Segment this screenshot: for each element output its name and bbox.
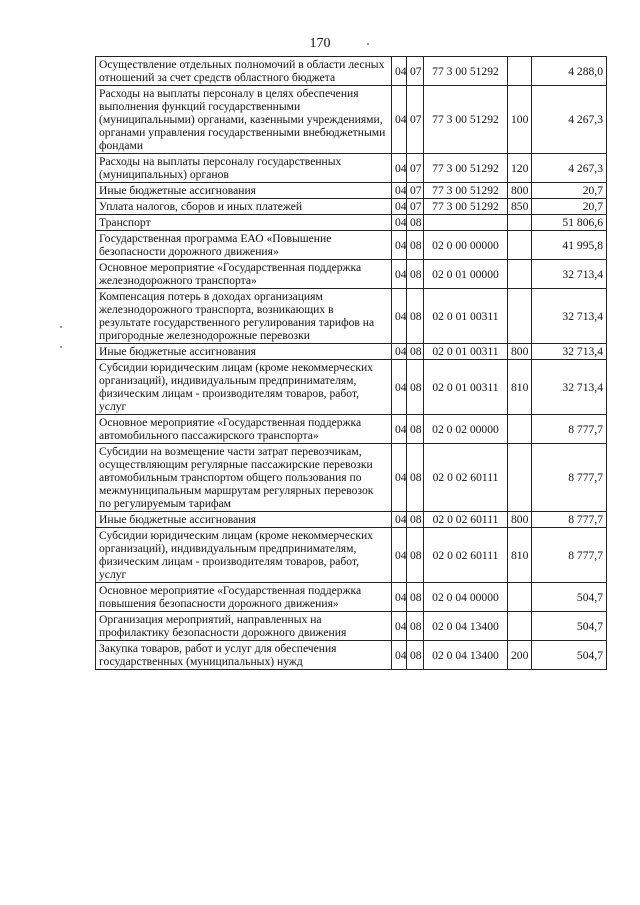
- row-target-article: 77 3 00 51292: [424, 57, 508, 86]
- table-row: [96, 415, 607, 444]
- row-subsection: 08: [407, 415, 424, 444]
- row-section: 04: [392, 183, 407, 199]
- row-section: 04: [392, 154, 407, 183]
- row-section: 04: [392, 612, 407, 641]
- table-row: [96, 512, 607, 528]
- row-expense-type: 810: [508, 528, 532, 583]
- row-target-article: 02 0 04 13400: [424, 612, 508, 641]
- table-row: [96, 260, 607, 289]
- budget-table: [95, 56, 607, 670]
- row-section: 04: [392, 641, 407, 670]
- row-target-article: 02 0 00 00000: [424, 231, 508, 260]
- table-row: [96, 528, 607, 583]
- row-amount: 4 288,0: [532, 57, 607, 86]
- row-name: Субсидии юридическим лицам (кроме некоммерческих организаций), индивидуальным предпринимателям, физическим лицам - производителям товаров, работ, услуг: [96, 528, 392, 583]
- row-name: Основное мероприятие «Государственная поддержка повышения безопасности дорожного движения»: [96, 583, 392, 612]
- row-expense-type: [508, 583, 532, 612]
- budget-table-body: [96, 57, 607, 670]
- row-section: 04: [392, 57, 407, 86]
- row-expense-type: [508, 415, 532, 444]
- row-name: Государственная программа ЕАО «Повышение безопасности дорожного движения»: [96, 231, 392, 260]
- row-section: 04: [392, 360, 407, 415]
- table-row: [96, 641, 607, 670]
- table-row: [96, 612, 607, 641]
- row-subsection: 08: [407, 260, 424, 289]
- row-subsection: 08: [407, 583, 424, 612]
- row-target-article: 02 0 01 00311: [424, 289, 508, 344]
- row-target-article: 02 0 02 60111: [424, 528, 508, 583]
- row-target-article: 77 3 00 51292: [424, 86, 508, 154]
- row-section: 04: [392, 415, 407, 444]
- row-section: 04: [392, 344, 407, 360]
- table-row: [96, 199, 607, 215]
- table-row: [96, 86, 607, 154]
- row-target-article: 77 3 00 51292: [424, 183, 508, 199]
- row-target-article: 02 0 04 00000: [424, 583, 508, 612]
- row-name: Расходы на выплаты персоналу в целях обеспечения выполнения функций государственными (муниципальными) органами, казенными учреждениями, органами управления государственными внебюджетными фондами: [96, 86, 392, 154]
- row-amount: 32 713,4: [532, 260, 607, 289]
- table-row: [96, 444, 607, 512]
- row-section: 04: [392, 231, 407, 260]
- row-subsection: 08: [407, 289, 424, 344]
- row-target-article: 02 0 02 60111: [424, 444, 508, 512]
- row-expense-type: 800: [508, 512, 532, 528]
- row-amount: 8 777,7: [532, 528, 607, 583]
- table-row: [96, 231, 607, 260]
- row-subsection: 08: [407, 512, 424, 528]
- row-expense-type: [508, 444, 532, 512]
- table-row: [96, 344, 607, 360]
- row-target-article: 02 0 04 13400: [424, 641, 508, 670]
- row-target-article: 02 0 01 00311: [424, 344, 508, 360]
- row-name: Иные бюджетные ассигнования: [96, 344, 392, 360]
- row-expense-type: 810: [508, 360, 532, 415]
- row-amount: 32 713,4: [532, 344, 607, 360]
- row-subsection: 07: [407, 57, 424, 86]
- row-expense-type: [508, 612, 532, 641]
- row-subsection: 07: [407, 154, 424, 183]
- row-expense-type: 200: [508, 641, 532, 670]
- row-name: Иные бюджетные ассигнования: [96, 183, 392, 199]
- row-name: Организация мероприятий, направленных на профилактику безопасности дорожного движения: [96, 612, 392, 641]
- scan-artifact: [367, 43, 369, 45]
- row-expense-type: [508, 260, 532, 289]
- row-section: 04: [392, 512, 407, 528]
- row-section: 04: [392, 444, 407, 512]
- scan-artifact: [60, 326, 62, 328]
- row-target-article: [424, 215, 508, 231]
- row-amount: 51 806,6: [532, 215, 607, 231]
- row-target-article: 77 3 00 51292: [424, 154, 508, 183]
- row-subsection: 08: [407, 528, 424, 583]
- row-name: Компенсация потерь в доходах организациям железнодорожного транспорта, возникающих в результате государственного регулирования тарифов на пригородные железнодорожные перевозки: [96, 289, 392, 344]
- row-subsection: 08: [407, 612, 424, 641]
- row-amount: 8 777,7: [532, 512, 607, 528]
- row-expense-type: [508, 289, 532, 344]
- row-expense-type: [508, 215, 532, 231]
- row-expense-type: 800: [508, 183, 532, 199]
- row-amount: 8 777,7: [532, 415, 607, 444]
- row-section: 04: [392, 528, 407, 583]
- row-subsection: 08: [407, 344, 424, 360]
- scan-artifact: [60, 346, 62, 348]
- row-name: Субсидии юридическим лицам (кроме некоммерческих организаций), индивидуальным предпринимателям, физическим лицам - производителям товаров, работ, услуг: [96, 360, 392, 415]
- row-amount: 504,7: [532, 612, 607, 641]
- row-expense-type: 850: [508, 199, 532, 215]
- table-row: [96, 154, 607, 183]
- row-subsection: 07: [407, 199, 424, 215]
- row-name: Расходы на выплаты персоналу государственных (муниципальных) органов: [96, 154, 392, 183]
- row-subsection: 08: [407, 215, 424, 231]
- row-section: 04: [392, 260, 407, 289]
- row-amount: 41 995,8: [532, 231, 607, 260]
- row-section: 04: [392, 199, 407, 215]
- row-section: 04: [392, 215, 407, 231]
- row-name: Основное мероприятие «Государственная поддержка железнодорожного транспорта»: [96, 260, 392, 289]
- table-row: [96, 215, 607, 231]
- row-amount: 504,7: [532, 641, 607, 670]
- row-expense-type: 100: [508, 86, 532, 154]
- row-target-article: 02 0 02 60111: [424, 512, 508, 528]
- row-subsection: 08: [407, 641, 424, 670]
- row-expense-type: 120: [508, 154, 532, 183]
- row-target-article: 02 0 01 00311: [424, 360, 508, 415]
- row-target-article: 77 3 00 51292: [424, 199, 508, 215]
- row-amount: 4 267,3: [532, 154, 607, 183]
- row-target-article: 02 0 01 00000: [424, 260, 508, 289]
- row-amount: 504,7: [532, 583, 607, 612]
- row-name: Уплата налогов, сборов и иных платежей: [96, 199, 392, 215]
- table-row: [96, 360, 607, 415]
- row-subsection: 08: [407, 231, 424, 260]
- page-number: 170: [309, 36, 331, 51]
- table-row: [96, 583, 607, 612]
- table-row: [96, 183, 607, 199]
- row-section: 04: [392, 583, 407, 612]
- table-row: [96, 57, 607, 86]
- row-section: 04: [392, 86, 407, 154]
- row-expense-type: [508, 231, 532, 260]
- row-expense-type: 800: [508, 344, 532, 360]
- row-amount: 20,7: [532, 183, 607, 199]
- row-amount: 32 713,4: [532, 289, 607, 344]
- row-amount: 32 713,4: [532, 360, 607, 415]
- row-subsection: 08: [407, 444, 424, 512]
- row-amount: 8 777,7: [532, 444, 607, 512]
- row-name: Закупка товаров, работ и услуг для обеспечения государственных (муниципальных) нужд: [96, 641, 392, 670]
- row-target-article: 02 0 02 00000: [424, 415, 508, 444]
- row-amount: 4 267,3: [532, 86, 607, 154]
- row-subsection: 08: [407, 360, 424, 415]
- row-name: Субсидии на возмещение части затрат перевозчикам, осуществляющим регулярные пассажирские перевозки автомобильным транспортом общего пользования по межмуниципальным маршрутам регулярных перевозок по регулируемым тарифам: [96, 444, 392, 512]
- row-name: Транспорт: [96, 215, 392, 231]
- table-row: [96, 289, 607, 344]
- row-section: 04: [392, 289, 407, 344]
- row-name: Основное мероприятие «Государственная поддержка автомобильного пассажирского транспорта»: [96, 415, 392, 444]
- row-name: Иные бюджетные ассигнования: [96, 512, 392, 528]
- row-expense-type: [508, 57, 532, 86]
- row-subsection: 07: [407, 86, 424, 154]
- row-subsection: 07: [407, 183, 424, 199]
- row-amount: 20,7: [532, 199, 607, 215]
- row-name: Осуществление отдельных полномочий в области лесных отношений за счет средств областного бюджета: [96, 57, 392, 86]
